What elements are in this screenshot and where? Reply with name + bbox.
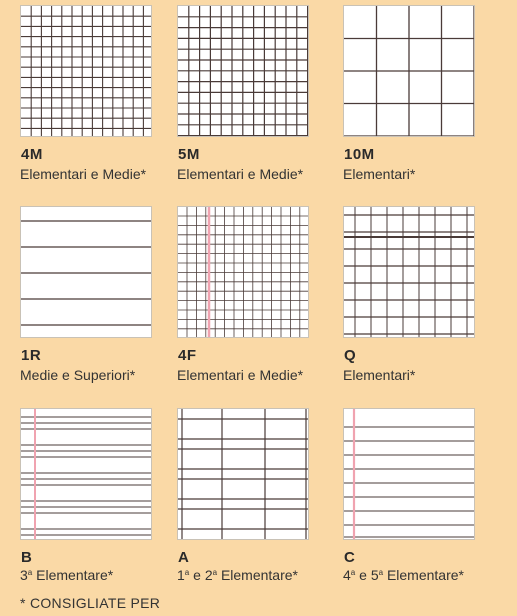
grid-q-swatch [343,206,475,338]
recommended-level: Elementari e Medie* [177,166,304,182]
double-ruled-swatch [20,408,152,540]
grid-margin-swatch [177,206,309,338]
columned-ruled-swatch [177,408,309,540]
recommended-level: 4$^a$ e 5$^a$ Elementare* [343,567,464,583]
footer-note: * CONSIGLIATE PER [20,595,161,611]
ruling-code: 4F [178,347,197,364]
recommended-level: Medie e Superiori* [20,367,136,383]
grid-4mm-swatch [20,5,152,137]
recommended-level: Elementari e Medie* [177,367,304,383]
ruling-code: A [178,549,190,566]
recommended-level: Elementari* [343,166,416,182]
ruling-code: 4M [21,146,43,163]
recommended-level: 1$^a$ e 2$^a$ Elementare* [177,567,298,583]
single-ruled-swatch [20,206,152,338]
ruling-code: 1R [21,347,42,364]
ruling-code: C [344,549,356,566]
ruling-code: 5M [178,146,200,163]
ruling-code: Q [344,347,357,364]
ruling-code: 10M [344,146,375,163]
grid-5mm-swatch [177,5,309,137]
margin-ruled-swatch [343,408,475,540]
recommended-level: 3$^a$ Elementare* [20,567,114,583]
recommended-level: Elementari e Medie* [20,166,147,182]
recommended-level: Elementari* [343,367,416,383]
grid-10mm-swatch [343,5,475,137]
ruling-code: B [21,549,33,566]
